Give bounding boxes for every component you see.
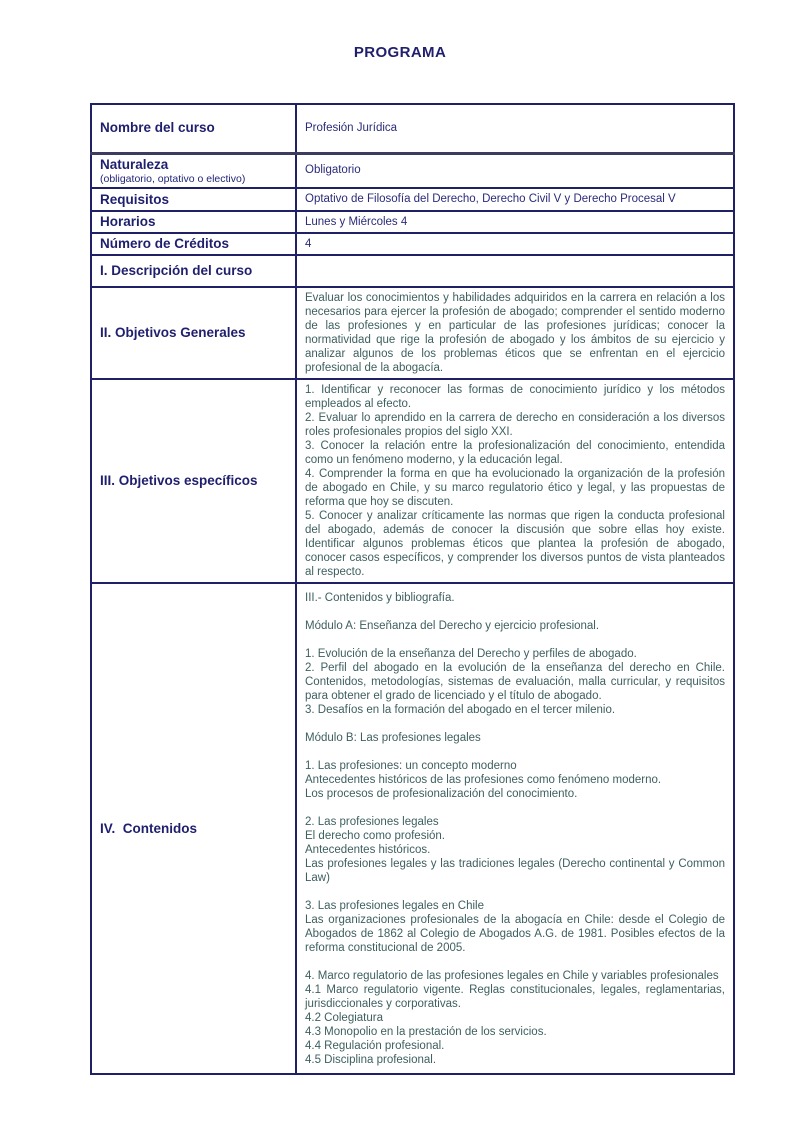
row-label-text: Número de Créditos [100,236,230,251]
paragraph-line: El derecho como profesión. [305,829,445,842]
row-value-nombre-del-curso [296,104,734,153]
row-value-objetivos-especificos [296,379,734,583]
row-label-text: Nombre del curso [100,120,215,136]
paragraph-line: 4. Marco regulatorio de las profesiones legales en Chile y variables profesionales [305,969,719,982]
row-value-naturaleza [296,153,734,188]
paragraph-line: 1. Evolución de la enseñanza del Derecho y perfiles de abogado. [305,647,637,660]
paragraph-line: III.- Contenidos y bibliografía. [305,591,455,604]
row-value-text: Optativo de Filosofía del Derecho, Derecho Civil V y Derecho Procesal V [305,193,676,205]
paragraph-line: 4.1 Marco regulatorio vigente. Reglas constitucionales, legales, reglamentarias, jurisdiccionales y corporativas. [305,983,725,1010]
table-row-contenidos [91,583,734,1074]
paragraph-block [305,647,725,717]
paragraph-line: 2. Evaluar lo aprendido en la carrera de derecho en consideración a los diversos roles profesionales propios del siglo XXI. [305,412,725,438]
row-label-descripcion-del-curso [91,255,296,287]
paragraph-block [305,731,725,745]
row-value-horarios [296,211,734,233]
row-sublabel-text: (obligatorio, optativo o electivo) [100,172,246,185]
paragraph-block [305,759,725,801]
paragraph-block [305,383,725,579]
paragraph-line: 4. Comprender la forma en que ha evolucionado la organización de la profesión de abogado en Chile, y su marco regulatorio ético y legal, y las propuestas de reforma que hoy se discuten. [305,468,725,508]
paragraph-block [305,969,725,1067]
row-label-nombre-del-curso [91,104,296,153]
row-value-contenidos [296,583,734,1074]
table-row-numero-de-creditos [91,233,734,255]
document-title: PROGRAMA [353,44,447,61]
paragraph-line: Antecedentes históricos de las profesiones como fenómeno moderno. [305,773,662,786]
table-row-nombre-del-curso [91,104,734,153]
row-label-objetivos-especificos [91,379,296,583]
row-label-horarios [91,211,296,233]
paragraph-line: 4.5 Disciplina profesional. [305,1053,437,1066]
table-row-requisitos [91,188,734,211]
paragraph-line: 4.4 Regulación profesional. [305,1039,445,1052]
paragraph-line: 4.2 Colegiatura [305,1011,383,1024]
paragraph-line: Los procesos de profesionalización del conocimiento. [305,787,578,800]
table-row-horarios [91,211,734,233]
paragraph-line: Módulo B: Las profesiones legales [305,731,481,744]
paragraph-line: 5. Conocer y analizar críticamente las normas que rigen la conducta profesional del abogado, además de conocer la discusión que sobre ellas hoy existe. Identificar algunos problemas éticos que plantea la profesión de abogado, conocer casos específicos, y comprender los diversos puntos de vista planteados al respecto. [305,510,725,578]
row-label-objetivos-generales [91,287,296,379]
table-row-descripcion-del-curso [91,255,734,287]
row-value-text: 4 [305,237,312,250]
row-label-contenidos [91,583,296,1074]
table-row-naturaleza [91,153,734,188]
paragraph-line: Módulo A: Enseñanza del Derecho y ejercicio profesional. [305,619,600,632]
paragraph-line: 3. Las profesiones legales en Chile [305,899,485,912]
paragraph-line: Las profesiones legales y las tradiciones legales (Derecho continental y Common Law) [305,857,725,884]
paragraph-line: 4.3 Monopolio en la prestación de los servicios. [305,1025,547,1038]
paragraph-block [305,291,725,375]
paragraph-block [305,591,725,605]
paragraph-line: Antecedentes históricos. [305,843,431,856]
paragraph-line: 2. Las profesiones legales [305,815,439,828]
table-row-objetivos-generales [91,287,734,379]
row-value-objetivos-generales [296,287,734,379]
row-value-numero-de-creditos [296,233,734,255]
paragraph-line: 1. Las profesiones: un concepto moderno [305,759,517,772]
row-value-text: Obligatorio [305,164,361,177]
row-label-text: IV. Contenidos [100,820,198,836]
row-value-descripcion-del-curso [296,255,734,287]
row-value-text: Lunes y Miércoles 4 [305,215,408,228]
paragraph-line: Evaluar los conocimientos y habilidades adquiridos en la carrera en relación a los necesarios para ejercer la profesión de abogado; comprender el sentido moderno de las profesiones y en particular de las profesiones jurídicas; conocer la normatividad que rige la profesión de abogado y los ámbitos de su ejercicio y analizar algunos de los problemas éticos que se enfrentan en el ejercicio profesional de la abogacía. [305,292,725,374]
row-label-naturaleza [91,153,296,188]
row-value-text: Profesión Jurídica [305,121,398,134]
row-label-requisitos [91,188,296,211]
row-label-text: Requisitos [100,191,170,207]
paragraph-block [305,815,725,885]
paragraph-line: Las organizaciones profesionales de la abogacía en Chile: desde el Colegio de Abogados de 1862 al Colegio de Abogados A.G. de 1981. Posibles efectos de la reforma constitucional de 2005. [305,913,725,954]
program-table [90,103,735,1075]
row-label-text: I. Descripción del curso [100,263,253,278]
row-label-text: Horarios [100,214,156,229]
paragraph-block [305,899,725,955]
row-label-text: II. Objetivos Generales [100,325,246,340]
paragraph-line: 3. Desafíos en la formación del abogado en el tercer milenio. [305,703,616,716]
row-label-numero-de-creditos [91,233,296,255]
row-label-text: III. Objetivos específicos [100,473,258,488]
row-value-requisitos [296,188,734,211]
paragraph-line: 1. Identificar y reconocer las formas de conocimiento jurídico y los métodos empleados al efecto. [305,384,725,410]
paragraph-line: 3. Conocer la relación entre la profesionalización del conocimiento, entendida como un fenómeno moderno, y la educación legal. [305,440,725,466]
row-label-text: Naturaleza [100,156,169,172]
paragraph-block [305,619,725,633]
table-row-objetivos-especificos [91,379,734,583]
paragraph-line: 2. Perfil del abogado en la evolución de la enseñanza del derecho en Chile. Contenidos, metodologías, sistemas de evaluación, malla curricular, y requisitos para obtener el grado de licenciado y el título de abogado. [305,661,725,702]
